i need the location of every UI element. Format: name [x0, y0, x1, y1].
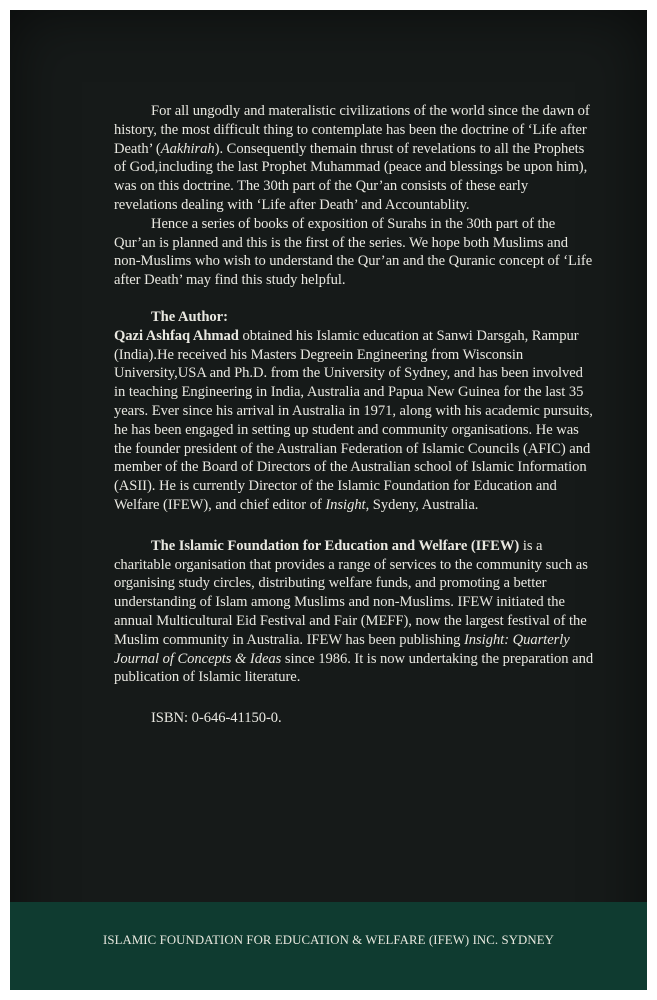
- journal-title: Insight: Quarterly Journal of Concepts & Ideas: [114, 631, 570, 667]
- author-bio: [114, 327, 594, 515]
- isbn: ISBN: 0-646-41150-0.: [151, 710, 282, 727]
- aakhirah-term: Aakhirah: [160, 140, 215, 157]
- foundation-text-a: is a charitable organisation that provides a range of services to the community such as organising study circles, distributing welfare funds, and promoting a better understanding of Islam among Muslims and non-Muslims. IFEW initiated the annual Multicultural Eid Festival and Fair (MEFF), now the largest festival of the Muslim community in Australia. IFEW has been publishing: [114, 537, 588, 648]
- foundation-name: The Islamic Foundation for Education and Welfare (IFEW): [151, 537, 520, 554]
- intro-paragraph-2: Hence a series of books of exposition of Surahs in the 30th part of the Qur’an is planned and this is the first of the series. We hope both Muslims and non-Muslims who wish to understand the Qur’an and the Quranic concept of ‘Life after Death’ may find this study helpful.: [114, 215, 593, 289]
- author-name: Qazi Ashfaq Ahmad: [114, 327, 239, 344]
- back-cover: [10, 10, 647, 990]
- author-bio-text-a: obtained his Islamic education at Sanwi Darsgah, Rampur (India).He received his Masters Degreein Engineering from Wisconsin University,USA and Ph.D. from the University of Sydney, and has been involved in teaching Engineering in India, Australia and Papua New Guinea for the last 35 years. Ever since his arrival in Australia in 1971, along with his academic pursuits, he has been engaged in setting up student and community organisations. He was the founder president of the Australian Federation of Islamic Councils (AFIC) and member of the Board of Directors of the Australian school of Islamic Information (ASII). He is currently Director of the Islamic Foundation for Education and Welfare (IFEW), and chief editor of: [114, 327, 593, 513]
- footer-band: [10, 902, 647, 990]
- publisher-footer: ISLAMIC FOUNDATION FOR EDUCATION & WELFARE (IFEW) INC. SYDNEY: [102, 933, 554, 947]
- foundation-text-b: since 1986. It is now undertaking the preparation and publication of Islamic literature.: [114, 650, 594, 686]
- intro-paragraph-1: [114, 102, 594, 215]
- author-bio-text-b: , Sydeny, Australia.: [365, 496, 479, 513]
- author-heading: The Author:: [151, 308, 228, 325]
- foundation-paragraph: [114, 537, 594, 687]
- insight-title: Insight: [325, 496, 366, 513]
- cover-text: [114, 102, 594, 728]
- intro-text-a: For all ungodly and materalistic civilizations of the world since the dawn of history, the most difficult thing to contemplate has been the doctrine of ‘Life after Death’ (: [114, 103, 590, 157]
- intro-text-b: ). Consequently themain thrust of revelations to all the Prophets of God,including the last Prophet Muhammad (peace and blessings be upon him), was on this doctrine. The 30th part of the Qur’an consists of these early revelations dealing with ‘Life after Death’ and Accountablity.: [114, 140, 588, 213]
